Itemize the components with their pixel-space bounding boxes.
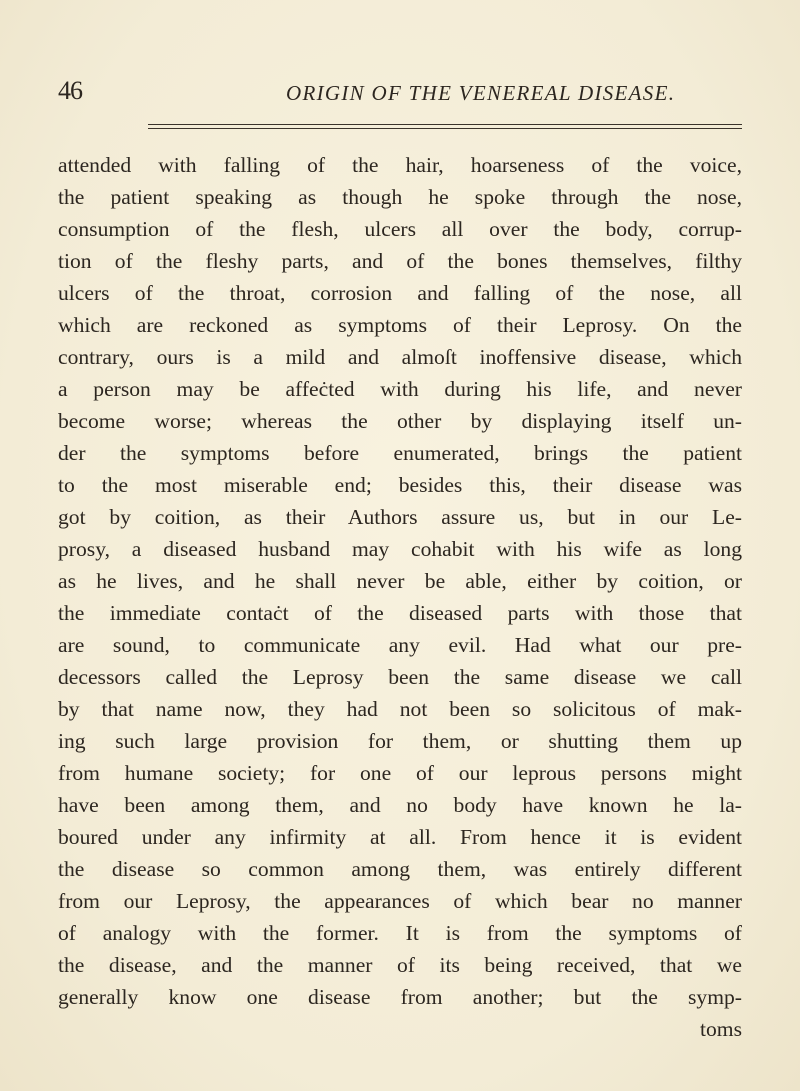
text-line: the patient speaking as though he spoke through the nose, (58, 185, 742, 209)
text-line: prosy, a diseased husband may cohabit with his wife as long (58, 537, 742, 561)
text-line: of analogy with the former. It is from the symptoms of (58, 921, 742, 945)
text-line: attended with falling of the hair, hoarseness of the voice, (58, 153, 742, 177)
text-line: from our Leprosy, the appearances of which bear no manner (58, 889, 742, 913)
text-line: the disease so common among them, was entirely different (58, 857, 742, 881)
text-line: become worse; whereas the other by displaying itself un- (58, 409, 742, 433)
text-line: ulcers of the throat, corrosion and falling of the nose, all (58, 281, 742, 305)
text-line: to the most miserable end; besides this, their disease was (58, 473, 742, 497)
text-line: contrary, ours is a mild and almoſt inoffensive disease, which (58, 345, 742, 369)
text-line: generally know one disease from another; but the symp- (58, 985, 742, 1009)
text-line: boured under any infirmity at all. From hence it is evident (58, 825, 742, 849)
text-line: the immediate contaċt of the diseased parts with those that (58, 601, 742, 625)
text-line: tion of the fleshy parts, and of the bones themselves, filthy (58, 249, 742, 273)
text-line: are sound, to communicate any evil. Had what our pre- (58, 633, 742, 657)
text-line: from humane society; for one of our leprous persons might (58, 761, 742, 785)
text-line: decessors called the Leprosy been the same disease we call (58, 665, 742, 689)
text-line: ing such large provision for them, or shutting them up (58, 729, 742, 753)
running-head: ORIGIN OF THE VENEREAL DISEASE. (286, 81, 676, 105)
text-line: have been among them, and no body have known he la- (58, 793, 742, 817)
text-line: consumption of the flesh, ulcers all over the body, corrup- (58, 217, 742, 241)
text-line: which are reckoned as symptoms of their Leprosy. On the (58, 313, 742, 337)
catchword: toms (700, 1017, 742, 1041)
text-line: got by coition, as their Authors assure us, but in our Le- (58, 505, 742, 529)
text-line: der the symptoms before enumerated, brings the patient (58, 441, 742, 465)
header-rule-lower (148, 128, 742, 129)
text-line: as he lives, and he shall never be able, either by coition, or (58, 569, 742, 593)
text-line: a person may be affeċted with during his life, and never (58, 377, 742, 401)
body-text (58, 149, 742, 1045)
text-line: the disease, and the manner of its being received, that we (58, 953, 742, 977)
header-rule-upper (148, 124, 742, 125)
page-number: 46 (58, 76, 82, 105)
text-line: by that name now, they had not been so solicitous of mak- (58, 697, 742, 721)
